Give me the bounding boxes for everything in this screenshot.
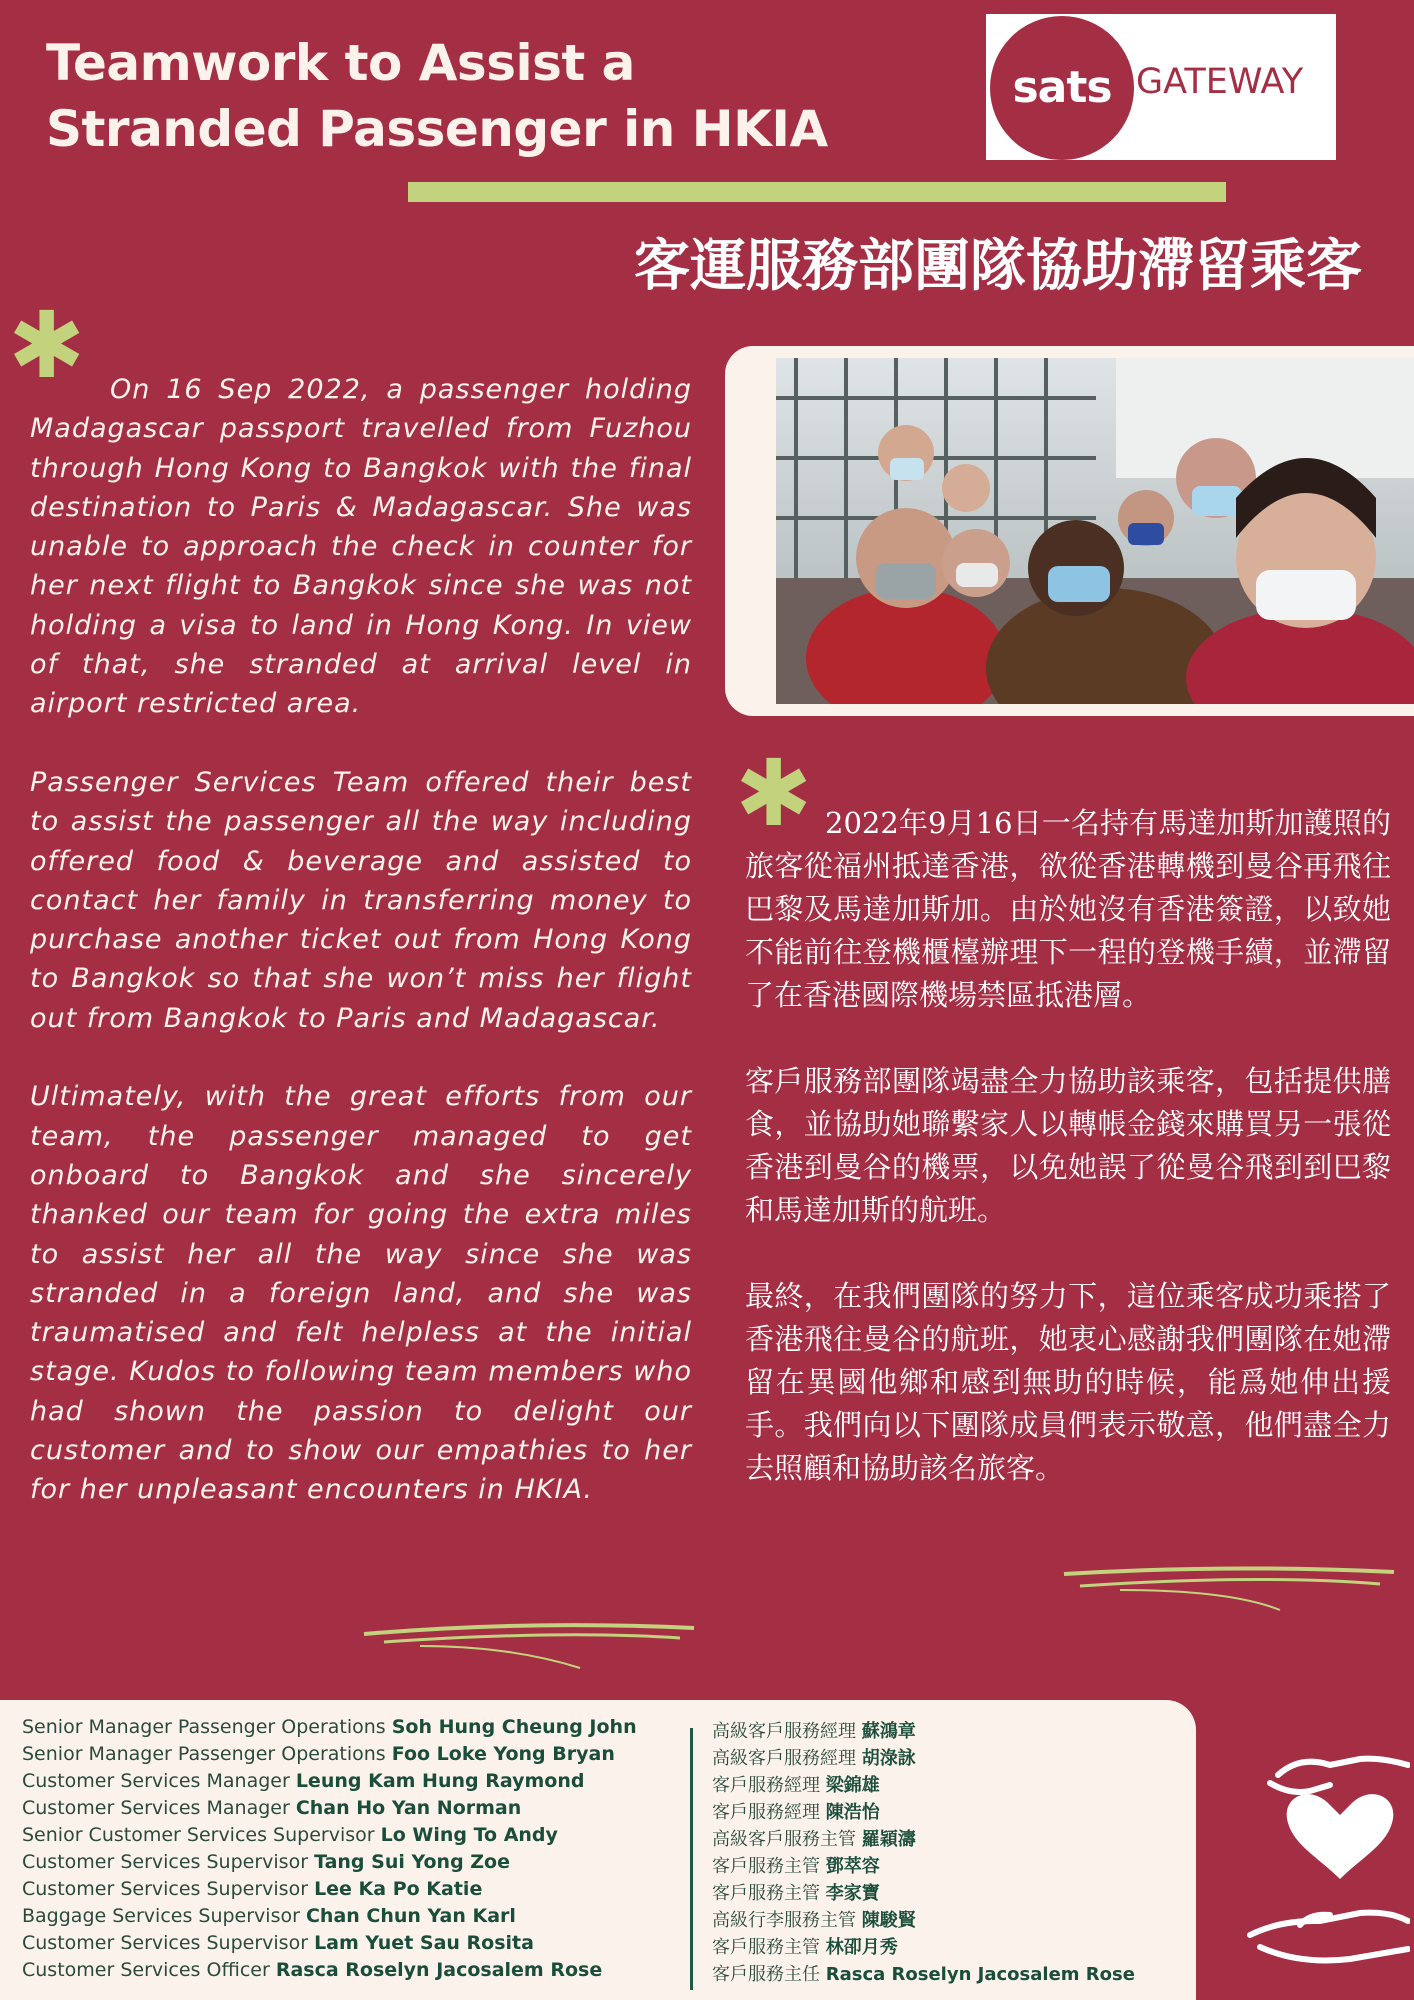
credit-role: Customer Services Supervisor xyxy=(22,1851,309,1873)
credit-row xyxy=(22,1957,682,1984)
credit-role-zh: 客戶服務主管 xyxy=(712,1883,820,1904)
credit-role: Senior Customer Services Supervisor xyxy=(22,1824,375,1846)
credit-row xyxy=(22,1930,682,1957)
asterisk-star-icon-2: ✱ xyxy=(735,740,813,847)
credit-role: Customer Services Manager xyxy=(22,1770,290,1792)
article-paragraph-zh-1: 2022年9月16日一名持有馬達加斯加護照的旅客從福州抵達香港，欲從香港轉機到曼谷再飛往巴黎及馬達加斯加。由於她沒有香港簽證，以致她不能前往登機櫃檯辦理下一程的登機手續，並滯留了在香港國際機場禁區抵港層。 xyxy=(745,806,1391,1012)
credit-role: Baggage Services Supervisor xyxy=(22,1905,300,1927)
credit-role: Senior Manager Passenger Operations xyxy=(22,1716,386,1738)
article-paragraph-zh-3: 最終，在我們團隊的努力下，這位乘客成功乘搭了香港飛往曼谷的航班，她衷心感謝我們團隊在她滯留在異國他鄉和感到無助的時候，能爲她伸出援手。我們向以下團隊成員們表示敬意，他們盡全力去照顧和協助該名旅客。 xyxy=(745,1279,1391,1485)
credit-role: Customer Services Supervisor xyxy=(22,1932,309,1954)
credit-row-zh xyxy=(712,1799,1192,1826)
credit-name: Lee Ka Po Katie xyxy=(314,1878,483,1900)
article-paragraph-en-1: On 16 Sep 2022, a passenger holding Madagascar passport travelled from Fuzhou through Hong Kong to Bangkok with the final destination to Paris & Madagascar. She was unable to approach the check in counter for her next flight to Bangkok since she was not holding a visa to land in Hong Kong. In view of that, she stranded at arrival level in airport restricted area. xyxy=(30,374,692,720)
credit-name: Tang Sui Yong Zoe xyxy=(314,1851,510,1873)
credit-name: Leung Kam Hung Raymond xyxy=(295,1770,585,1792)
hand-heart-icon xyxy=(1240,1735,1410,1975)
page-title-en xyxy=(46,30,946,162)
asterisk-star-icon: ✱ xyxy=(8,292,86,399)
page-title-zh: 客運服務部團隊協助滯留乘客 xyxy=(634,233,1362,299)
credit-row xyxy=(22,1768,682,1795)
credit-row-zh xyxy=(712,1907,1192,1934)
credits-list-zh xyxy=(712,1718,1192,1988)
credit-role-zh: 客戶服務主管 xyxy=(712,1856,820,1877)
credit-name: Lam Yuet Sau Rosita xyxy=(314,1932,534,1954)
article-paragraph-en-2: Passenger Services Team offered their best to assist the passenger all the way including offered food & beverage and assisted to contact her family in transferring money to purchase another ticket out from Hong Kong to Bangkok so that she won’t miss her flight out from Bangkok to Paris and Madagascar. xyxy=(30,766,692,1034)
credit-row xyxy=(22,1903,682,1930)
credit-role-zh: 客戶服務經理 xyxy=(712,1775,820,1796)
credit-row-zh xyxy=(712,1826,1192,1853)
credit-role: Customer Services Supervisor xyxy=(22,1878,309,1900)
credits-divider xyxy=(690,1728,693,1990)
credit-row-zh xyxy=(712,1934,1192,1961)
credit-role-zh: 高級行李服務主管 xyxy=(712,1910,856,1931)
credit-role: Senior Manager Passenger Operations xyxy=(22,1743,386,1765)
credit-row xyxy=(22,1876,682,1903)
credit-name-zh: Rasca Roselyn Jacosalem Rose xyxy=(825,1964,1135,1985)
decorative-swoosh-left xyxy=(360,1616,700,1676)
credit-role-zh: 客戶服務主管 xyxy=(712,1937,820,1958)
sats-gateway-logo xyxy=(986,14,1336,160)
credit-row-zh xyxy=(712,1745,1192,1772)
credit-row-zh xyxy=(712,1880,1192,1907)
credit-name-zh: 梁錦雄 xyxy=(825,1775,880,1796)
decorative-swoosh-right xyxy=(1060,1560,1400,1620)
logo-sats-circle: sats xyxy=(990,16,1134,160)
team-selfie-photo xyxy=(776,358,1414,704)
credit-row xyxy=(22,1849,682,1876)
credit-name-zh: 蘇鴻章 xyxy=(861,1721,916,1742)
logo-gateway-text: GATEWAY xyxy=(1136,62,1304,102)
credit-name-zh: 李家寶 xyxy=(825,1883,880,1904)
title-underline-bar xyxy=(408,182,1226,202)
credits-list-en xyxy=(22,1714,682,1984)
credit-row-zh xyxy=(712,1772,1192,1799)
credit-name-zh: 陳浩怡 xyxy=(825,1802,880,1823)
credit-name-zh: 陳駿賢 xyxy=(861,1910,916,1931)
credit-row xyxy=(22,1822,682,1849)
credit-name: Foo Loke Yong Bryan xyxy=(391,1743,615,1765)
credit-row xyxy=(22,1741,682,1768)
team-credits-panel xyxy=(0,1700,1196,2000)
title-en-line-2: Stranded Passenger in HKIA xyxy=(46,100,828,158)
credit-role: Customer Services Manager xyxy=(22,1797,290,1819)
credit-name-zh: 鄧萃容 xyxy=(825,1856,880,1877)
article-paragraph-en-3: Ultimately, with the great efforts from our team, the passenger managed to get onboard to Bangkok and she sincerely thanked our team for going the extra miles to assist her all the way since she was stranded in a foreign land, and she was traumatised and felt helpless at the initial stage. Kudos to following team members who had shown the passion to delight our customer and to show our empathies to her for her unpleasant encounters in HKIA. xyxy=(30,1081,692,1506)
credit-role-zh: 高級客戶服務經理 xyxy=(712,1748,856,1769)
credit-name: Lo Wing To Andy xyxy=(380,1824,558,1846)
credit-name: Soh Hung Cheung John xyxy=(391,1716,637,1738)
credit-name-zh: 林卲月秀 xyxy=(825,1937,898,1958)
credit-role: Customer Services Officer xyxy=(22,1959,270,1981)
credit-name: Chan Ho Yan Norman xyxy=(295,1797,522,1819)
article-body-zh xyxy=(745,802,1391,1533)
title-en-line-1: Teamwork to Assist a xyxy=(46,34,635,92)
credit-role-zh: 高級客戶服務主管 xyxy=(712,1829,856,1850)
credit-row-zh xyxy=(712,1961,1192,1988)
credit-name: Rasca Roselyn Jacosalem Rose xyxy=(275,1959,603,1981)
credit-name-zh: 羅穎濤 xyxy=(861,1829,916,1850)
article-body-en xyxy=(30,370,692,1549)
credit-row xyxy=(22,1714,682,1741)
credit-row-zh xyxy=(712,1853,1192,1880)
credit-name: Chan Chun Yan Karl xyxy=(305,1905,516,1927)
credit-row xyxy=(22,1795,682,1822)
article-paragraph-zh-2: 客戶服務部團隊竭盡全力協助該乘客，包括提供膳食，並協助她聯繫家人以轉帳金錢來購買另一張從香港到曼谷的機票，以免她誤了從曼谷飛到到巴黎和馬達加斯的航班。 xyxy=(745,1064,1391,1227)
team-photo-illustration xyxy=(776,358,1414,704)
credit-row-zh xyxy=(712,1718,1192,1745)
credit-name-zh: 胡淥詠 xyxy=(861,1748,916,1769)
credit-role-zh: 高級客戶服務經理 xyxy=(712,1721,856,1742)
credit-role-zh: 客戶服務主任 xyxy=(712,1964,820,1985)
credit-role-zh: 客戶服務經理 xyxy=(712,1802,820,1823)
